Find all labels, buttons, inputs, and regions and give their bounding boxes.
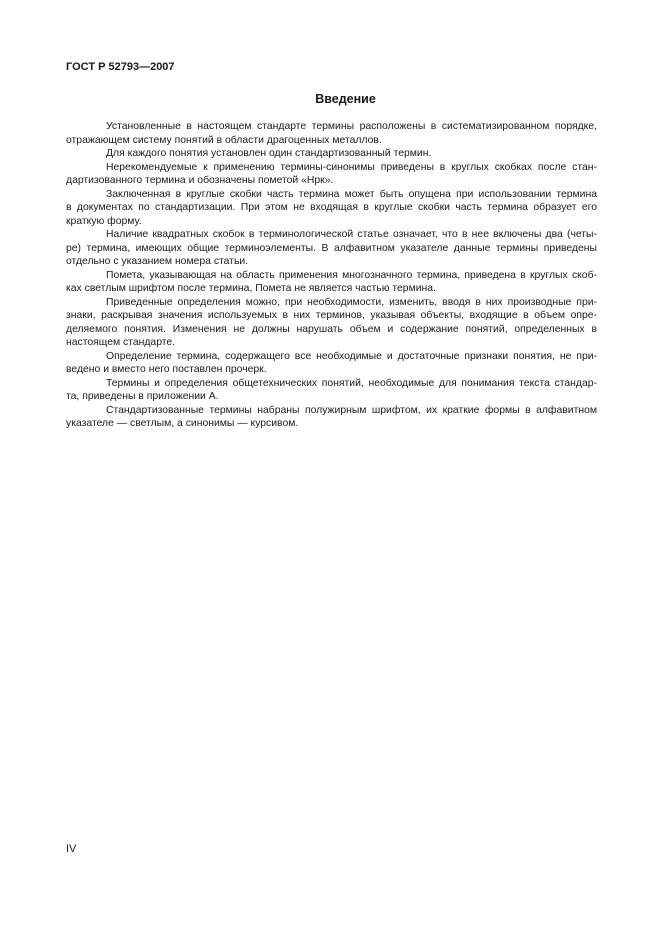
text-line: знаки, раскрывая значения используемых в них терминов, указывая объекты, входящие в объем опре- (66, 310, 597, 321)
introduction-body (66, 120, 597, 431)
paragraph (66, 377, 597, 404)
paragraph (66, 228, 597, 269)
text-line: в документах по стандартизации. При этом не входящая в круглые скобки часть термина образует его (66, 202, 597, 213)
text-line: указателе — светлым, а синонимы — курсивом. (66, 418, 299, 429)
text-line: дартизованного термина и обозначены пометой «Нрк». (66, 175, 334, 186)
page-number: IV (66, 843, 77, 855)
text-line: отражающем систему понятий в области драгоценных металлов. (66, 134, 382, 146)
paragraph (66, 350, 597, 377)
text-line: краткую форму. (66, 215, 142, 227)
text-line: Термины и определения общетехнических понятий, необходимые для понимания текста стандар- (106, 377, 597, 389)
text-line: Стандартизованные термины набраны полужирным шрифтом, их краткие формы в алфавитном (106, 404, 597, 416)
text-line: Установленные в настоящем стандарте термины расположены в систематизированном порядке, (106, 121, 597, 132)
text-line: та, приведены в приложении А. (66, 391, 219, 402)
paragraph (66, 404, 597, 431)
paragraph (66, 269, 597, 296)
text-line: ках светлым шрифтом после термина, Помета не является частью термина. (66, 283, 436, 294)
document-number-header: ГОСТ Р 52793—2007 (66, 61, 175, 73)
text-line: отдельно с указанием номера статьи. (66, 256, 249, 267)
text-line: Заключенная в круглые скобки часть термина может быть опущена при использовании термина (106, 188, 597, 200)
text-line: ведено и вместо него поставлен прочерк. (66, 364, 267, 375)
paragraph (66, 188, 597, 229)
paragraph (66, 161, 597, 188)
text-line: Нерекомендуемые к применению термины-синонимы приведены в круглых скобках после стан- (106, 161, 597, 173)
section-title: Введение (315, 92, 376, 106)
paragraph (66, 147, 597, 161)
text-line: Наличие квадратных скобок в терминологической статье означает, что в нее включены два (четы- (106, 229, 597, 240)
text-line: настоящем стандарте. (66, 337, 176, 348)
text-line: Помета, указывающая на область применения многозначного термина, приведена в круглых скоб- (106, 269, 597, 281)
text-line: Для каждого понятия установлен один стандартизованный термин. (106, 148, 432, 159)
paragraph (66, 296, 597, 350)
text-line: ре) термина, имеющих общие терминоэлементы. В алфавитном указателе данные термины приведены (66, 242, 597, 254)
paragraph (66, 120, 597, 147)
text-line: Приведенные определения можно, при необходимости, изменить, вводя в них производные при- (106, 296, 597, 308)
text-line: Определение термина, содержащего все необходимые и достаточные признаки понятия, не при- (106, 350, 597, 362)
text-line: деляемого понятия. Изменения не должны нарушать объем и содержание понятий, определенных в (66, 323, 597, 335)
